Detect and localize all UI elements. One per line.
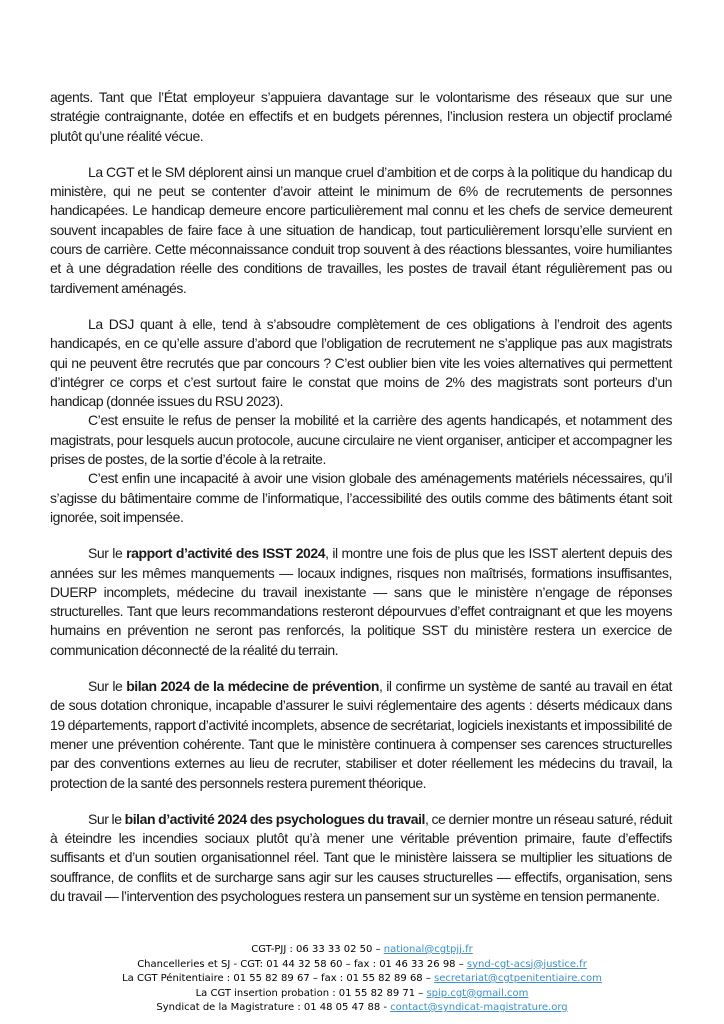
footer-text-insertion-probation: La CGT insertion probation : 01 55 82 89 71 – <box>195 987 427 999</box>
footer-link-syndicat-magistrature-email[interactable]: contact@syndicat-magistrature.org <box>390 1002 568 1013</box>
footer-line-insertion-probation <box>0 987 724 1002</box>
paragraph-medecine-prevention <box>50 677 672 793</box>
medecine-prevention-bold-title: bilan 2024 de la médecine de prévention <box>126 678 379 695</box>
document-body <box>50 88 672 906</box>
paragraph-dsj: La DSJ quant à elle, tend à s’absoudre complètement de ces obligations à l’endroit des agents handicapés, en ce qu’elle assure d’abord que l’obligation de recrutement ne s’applique pas aux magistrats qui ne peuvent être recrutés que par concours ? C’est oublier bien vite les voies alternatives qui permettent d’intégrer ce corps et c’est surtout faire le constat que moins de 2% des magistrats sont porteurs d’un handicap (donnée issues du RSU 2023). <box>50 315 672 410</box>
paragraph-psychologues <box>50 810 672 906</box>
paragraph-psychologues-lead: Sur le <box>88 810 125 827</box>
paragraph-mobilite: C’est ensuite le refus de penser la mobilité et la carrière des agents handicapés, et notamment des magistrats, pour lesquels aucun protocole, aucune circulaire ne vient organiser, anticiper et accompagner les prises de postes, de la sortie d’école à la retraite. <box>50 412 672 468</box>
paragraph-isst-report <box>50 544 672 660</box>
paragraph-medecine-lead: Sur le <box>88 678 127 695</box>
footer-link-insertion-probation-email[interactable]: spip.cgt@gmail.com <box>426 987 529 999</box>
footer-link-cgt-pjj-email[interactable]: national@cgtpjj.fr <box>383 944 473 955</box>
paragraph-inclusion: agents. Tant que l’État employeur s’appuiera davantage sur le volontarisme des réseaux que sur une stratégie contraignante, dotée en effectifs et en budgets pérennes, l’inclusion restera un objectif proclamé plutôt qu’une réalité vécue. <box>50 89 672 144</box>
footer-text-penitentiaire: La CGT Pénitentiaire : 01 55 82 89 67 – fax : 01 55 82 89 68 – <box>122 973 435 984</box>
footer-text-chancelleries: Chancelleries et SJ - CGT: 01 44 32 58 60 – fax : 01 46 33 26 98 – <box>137 958 467 970</box>
paragraph-cgt-sm-handicap: La CGT et le SM déplorent ainsi un manque cruel d’ambition et de corps à la politique du handicap du ministère, qui ne peut se contenter d’avoir atteint le minimum de 6% de recrutements de personnes handicapées. Le handicap demeure encore particulièrement mal connu et les chefs de service demeurent souvent incapables de faire face à une situation de handicap, tout particulièrement lorsqu’elle survient en cours de carrière. Cette méconnaissance conduit trop souvent à des réactions blessantes, voire humiliantes et à une dégradation réelle des conditions de travailles, les postes de travail étant régulièrement pas ou tardivement aménagés. <box>50 163 672 296</box>
paragraph-isst-rest: , il montre une fois de plus que les ISST alertent depuis des années sur les mêmes manquements — locaux indignes, risques non maîtrisés, formations insuffisantes, DUERP incomplets, médecine du travail inexistante — sans que le ministère n’engage de réponses structurelles. Tant que leurs recommandations resteront dépourvues d’effet contraignant et que les moyens humains en prévention ne seront pas renforcés, la politique SST du ministère restera un exercice de communication déconnecté de la réalité du terrain. <box>50 545 673 658</box>
footer-line-syndicat-magistrature <box>0 1001 724 1016</box>
paragraph-medecine-rest: , il confirme un système de santé au travail en état de sous dotation chronique, incapable d’assurer le suivi réglementaire des agents : déserts médicaux dans 19 départements, rapport d’activité incomplets, absence de secrétariat, logiciels inexistants et impossibilité de mener une prévention cohérente. Tant que le ministère continuera à compenser ses carences structurelles par des conventions externes au lieu de recruter, stabiliser et doter réellement les médecins du travail, la protection de la santé des personnels restera purement théorique. <box>50 678 673 791</box>
footer-text-syndicat-magistrature: Syndicat de la Magistrature : 01 48 05 47 88 - <box>156 1002 391 1013</box>
psychologues-bold-title: bilan d’activité 2024 des psychologues du travail <box>124 810 425 827</box>
paragraph-psychologues-rest: , ce dernier montre un réseau saturé, réduit à éteindre les incendies sociaux plutôt qu’à mener une véritable prévention primaire, faute d’effectifs suffisants et d’un soutien organisationnel réel. Tant que le ministère laissera se multiplier les situations de souffrance, de conflits et de surcharge sans agir sur les causes structurelles — effectifs, organisation, sens du travail — l’intervention des psychologues restera un pansement sur un système en tension permanente. <box>50 810 672 904</box>
footer-line-cgt-pjj <box>0 943 724 958</box>
footer-contacts <box>0 943 724 1016</box>
footer-line-chancelleries <box>0 958 724 973</box>
footer-text-cgt-pjj: CGT-PJJ : 06 33 33 02 50 – <box>251 944 384 955</box>
footer-line-penitentiaire <box>0 972 724 987</box>
paragraph-isst-lead: Sur le <box>88 545 127 562</box>
footer-link-penitentiaire-email[interactable]: secretariat@cgtpenitentiaire.com <box>434 973 602 984</box>
isst-report-bold-title: rapport d’activité des ISST 2024 <box>126 545 326 562</box>
footer-link-chancelleries-email[interactable]: synd-cgt-acsj@justice.fr <box>466 958 587 970</box>
paragraph-vision-globale: C’est enfin une incapacité à avoir une vision globale des aménagements matériels nécessaires, qu’il s’agisse du bâtimentaire comme de l’informatique, l’accessibilité des outils comme des bâtiments étant soit ignorée, soit impensée. <box>50 470 672 525</box>
